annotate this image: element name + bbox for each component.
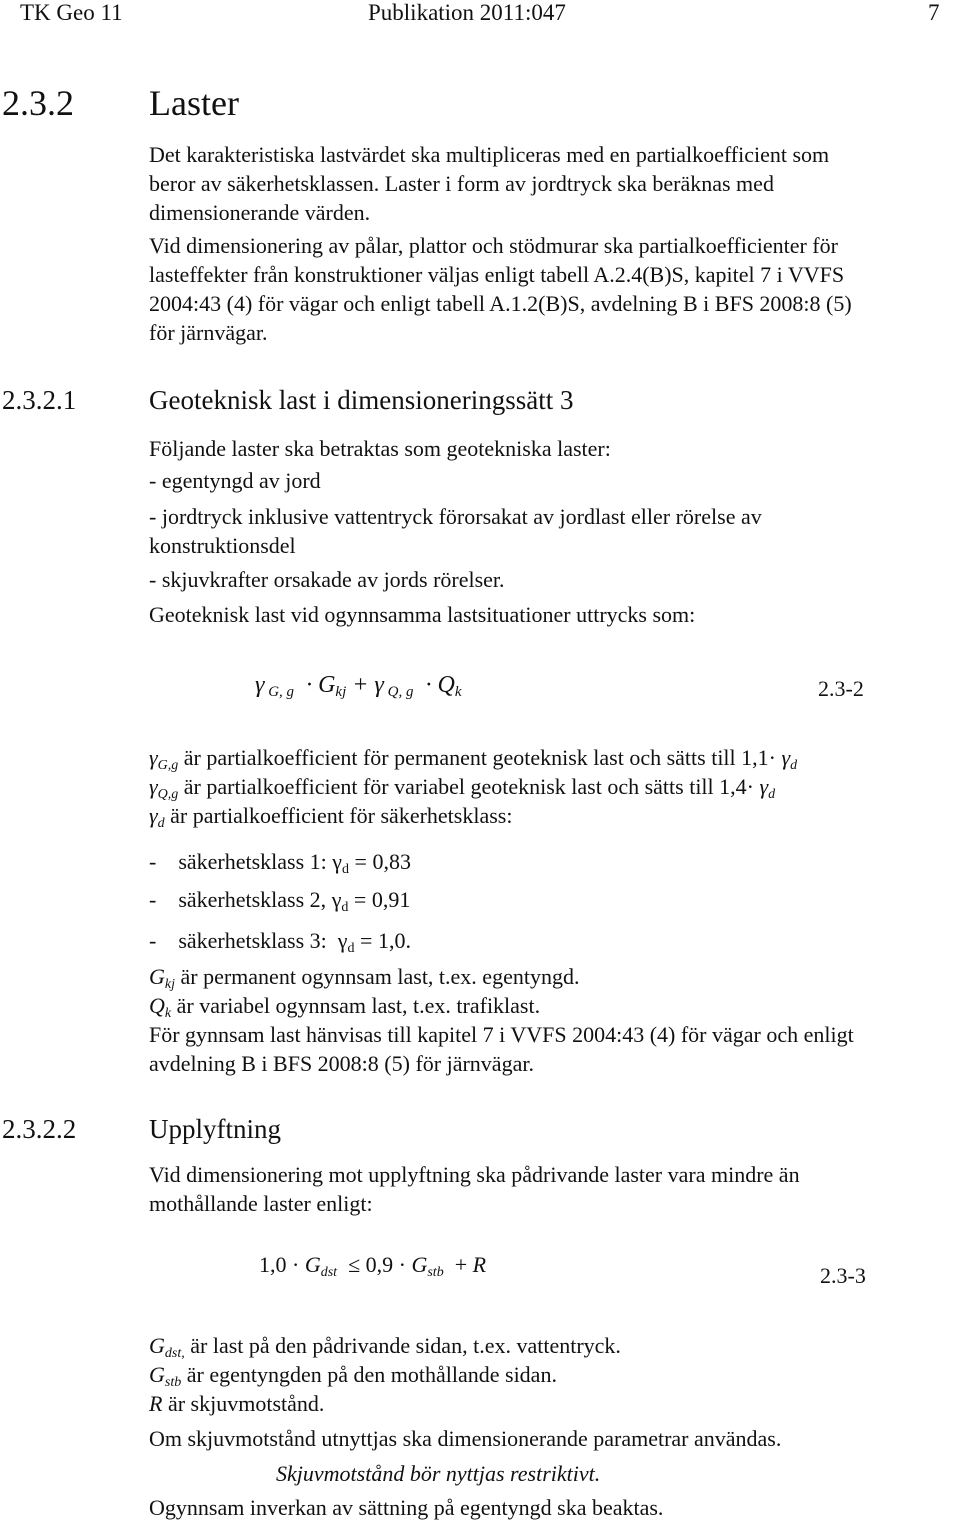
def-G-kj: $G_{kj}$ är permanent ogynnsam last, t.ex. egentyngd. — [149, 964, 580, 992]
settlement-note: Ogynnsam inverkan av sättning på egentyngd ska beaktas. — [149, 1495, 664, 1520]
list-item: - jordtryck inklusive vattentryck förorsakat av jordlast eller rörelse av — [149, 504, 762, 529]
lead-text: Vid dimensionering mot upplyftning ska pådrivande laster vara mindre än — [149, 1162, 800, 1187]
expression-intro: Geoteknisk last vid ogynnsamma lastsituationer uttrycks som: — [149, 602, 696, 627]
italic-note: Skjuvmotstånd bör nyttjas restriktivt. — [276, 1461, 601, 1486]
equation-load: γ $_{G, g} \cdot G_{kj} + \gamma$ $_{Q, g} \cdot Q_k$ — [255, 672, 462, 700]
intro-line: 2004:43 (4) för vägar och enligt tabell A.1.2(B)S, avdelning B i BFS 2008:8 (5) — [149, 291, 852, 316]
subsection-title: Upplyftning — [149, 1114, 281, 1144]
intro-line: Vid dimensionering av pålar, plattor och stödmurar ska partialkoefficienter för — [149, 233, 838, 258]
list-item: konstruktionsdel — [149, 533, 296, 558]
list-item: - skjuvkrafter orsakade av jords rörelser. — [149, 567, 505, 592]
page-number: 7 — [928, 0, 940, 25]
equation-uplift: $1,0 \cdot G_{dst} \le 0,9 \cdot G_{stb} + R$ — [259, 1252, 487, 1280]
def-Q-k: $Q_k$ är variabel ogynnsam last, t.ex. trafiklast. — [149, 993, 541, 1021]
def-G-stb: $G_{stb}$ är egentyngden på den mothållande sidan. — [149, 1362, 557, 1390]
safety-class-3: - säkerhetsklass 3: $\gamma_d = 1,0$. — [149, 928, 411, 956]
def-gamma-Qg: $\gamma_{Q,g}$ är partialkoefficient för variabel geoteknisk last och sätts till $1,4\cdot \gamma_d$ — [149, 774, 776, 802]
closing-line: avdelning B i BFS 2008:8 (5) för järnvägar. — [149, 1051, 534, 1076]
subsection-number: 2.3.2.1 — [2, 385, 77, 415]
list-item: - egentyngd av jord — [149, 468, 321, 493]
intro-line: Det karakteristiska lastvärdet ska multipliceras med en partialkoefficient som — [149, 142, 830, 167]
intro-line: dimensionerande värden. — [149, 200, 371, 225]
subsection-number: 2.3.2.2 — [2, 1114, 77, 1144]
safety-class-2: - säkerhetsklass 2, $\gamma_d = 0,91$ — [149, 887, 411, 915]
intro-line: beror av säkerhetsklassen. Laster i form av jordtryck ska beräknas med — [149, 171, 774, 196]
equation-number: 2.3-2 — [818, 676, 864, 701]
header-left: TK Geo 11 — [20, 0, 123, 25]
intro-line: för järnvägar. — [149, 320, 268, 345]
intro-line: lasteffekter från konstruktioner väljas enligt tabell A.2.4(B)S, kapitel 7 i VVFS — [149, 262, 845, 287]
parameter-note: Om skjuvmotstånd utnyttjas ska dimensionerande parametrar användas. — [149, 1426, 782, 1451]
safety-class-1: - säkerhetsklass 1: $\gamma_d = 0,83$ — [149, 849, 411, 877]
def-R: R är skjuvmotstånd. — [149, 1391, 325, 1416]
header-publication: Publikation 2011:047 — [368, 0, 566, 25]
def-gamma-d: $\gamma_d$ är partialkoefficient för säkerhetsklass: — [149, 803, 513, 831]
closing-line: För gynnsam last hänvisas till kapitel 7 i VVFS 2004:43 (4) för vägar och enligt — [149, 1022, 854, 1047]
subsection-title: Geoteknisk last i dimensioneringssätt 3 — [149, 385, 574, 415]
equation-number: 2.3-3 — [820, 1263, 866, 1288]
section-number: 2.3.2 — [2, 83, 74, 123]
def-G-dst: $G_{dst,}$ är last på den pådrivande sidan, t.ex. vattentryck. — [149, 1333, 621, 1361]
lead-text: Följande laster ska betraktas som geotekniska laster: — [149, 436, 611, 461]
def-gamma-Gg: $\gamma_{G,g}$ är partialkoefficient för permanent geoteknisk last och sätts till $1,1\cdot \gamma_d$ — [149, 745, 798, 773]
lead-text: mothållande laster enligt: — [149, 1191, 373, 1216]
section-title: Laster — [149, 83, 239, 123]
